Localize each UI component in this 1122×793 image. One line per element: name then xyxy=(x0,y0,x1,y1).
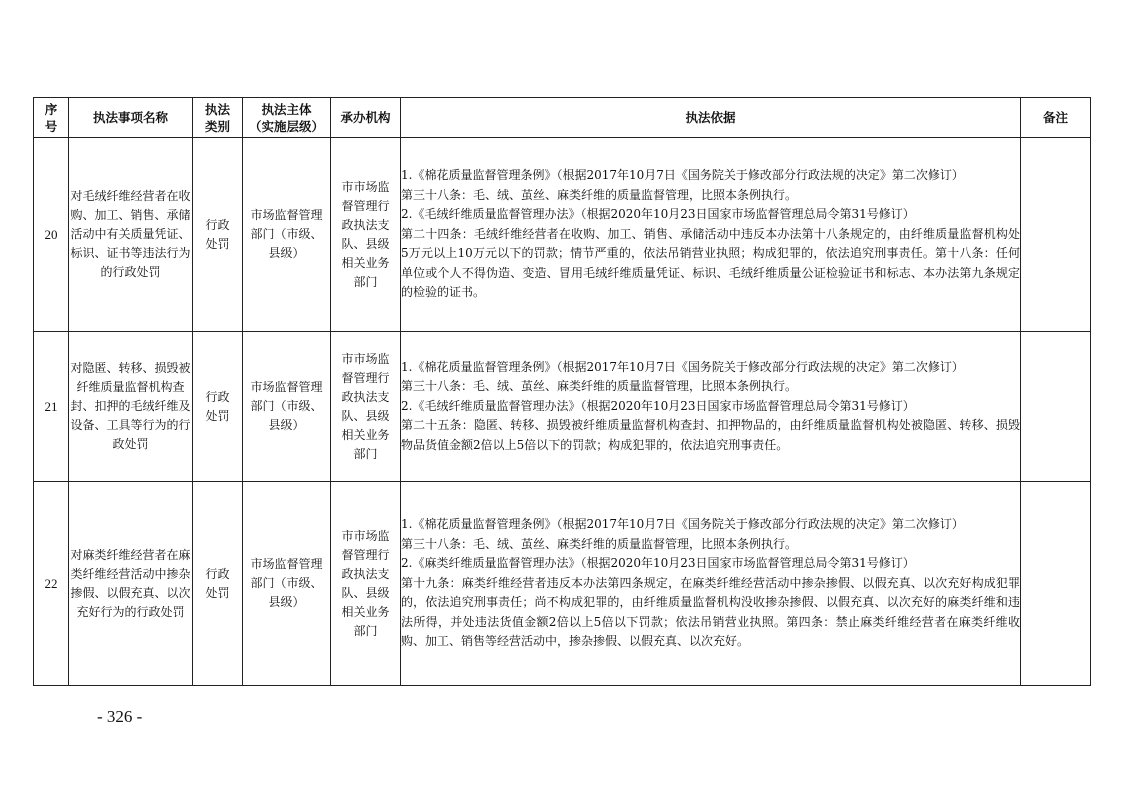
row-basis xyxy=(401,138,1021,332)
row-seq: 22 xyxy=(34,482,69,686)
basis-line: 第三十八条：毛、绒、茧丝、麻类纤维的质量监督管理，比照本条例执行。 xyxy=(401,379,798,394)
basis-line: 1.《棉花质量监督管理条例》（根据2017年10月7日《国务院关于修改部分行政法规的决定》第二次修订） xyxy=(401,168,964,183)
header-basis-text: 执法依据 xyxy=(685,110,736,125)
basis-line: 第三十八条：毛、绒、茧丝、麻类纤维的质量监督管理，比照本条例执行。 xyxy=(401,187,798,202)
row-remarks xyxy=(1021,482,1091,686)
table-row xyxy=(34,332,1091,482)
table-row xyxy=(34,138,1091,332)
law-enforcement-table xyxy=(33,97,1091,686)
row-basis xyxy=(401,332,1021,482)
row-seq: 20 xyxy=(34,138,69,332)
basis-line: 2.《毛绒纤维质量监督管理办法》（根据2020年10月23日国家市场监督管理总局令第31号修订） xyxy=(401,207,915,222)
row-agency xyxy=(331,138,401,332)
header-subject-text: 执法主体 （实施层级） xyxy=(248,101,324,134)
basis-line: 2.《毛绒纤维质量监督管理办法》（根据2020年10月23日国家市场监督管理总局令第31号修订） xyxy=(401,398,915,413)
row-basis xyxy=(401,482,1021,686)
basis-line: 第二十五条：隐匿、转移、损毁被纤维质量监督机构查封、扣押物品的，由纤维质量监督机构处被隐匿、转移、损毁物品货值金额2倍以上5倍以下的罚款；构成犯罪的，依法追究刑事责任。 xyxy=(401,418,1020,452)
header-seq-text: 序 号 xyxy=(44,101,58,134)
header-category xyxy=(193,98,243,138)
row-category xyxy=(193,138,243,332)
table-row xyxy=(34,482,1091,686)
row-remarks xyxy=(1021,332,1091,482)
row-subject xyxy=(243,482,331,686)
header-name-text: 执法事项名称 xyxy=(92,110,168,125)
header-name xyxy=(69,98,193,138)
row-category-text: 行政处罚 xyxy=(205,566,230,600)
row-subject-text: 市场监督管理部门（市级、县级） xyxy=(250,208,323,260)
row-agency-text: 市市场监督管理行政执法支队、县级相关业务部门 xyxy=(341,179,390,289)
row-remarks xyxy=(1021,138,1091,332)
table-header-row xyxy=(34,98,1091,138)
row-subject xyxy=(243,332,331,482)
row-category xyxy=(193,482,243,686)
basis-line: 第三十八条：毛、绒、茧丝、麻类纤维的质量监督管理，比照本条例执行。 xyxy=(401,536,798,551)
basis-line: 第十九条：麻类纤维经营者违反本办法第四条规定，在麻类纤维经营活动中掺杂掺假、以假充真、以次充好构成犯罪的，依法追究刑事责任；尚不构成犯罪的，由纤维质量监督机构没收掺杂掺假、以假充真、以次充好的麻类纤维和违法所得，并处违法货值金额2倍以上5倍以下罚款；依法吊销营业执照。第四条：禁止麻类纤维经营者在麻类纤维收购、加工、销售等经营活动中，掺杂掺假、以假充真、以次充好。 xyxy=(401,575,1020,649)
row-item-name: 对毛绒纤维经营者在收购、加工、销售、承储活动中有关质量凭证、标识、证书等违法行为的行政处罚 xyxy=(69,138,193,332)
row-agency-text: 市市场监督管理行政执法支队、县级相关业务部门 xyxy=(341,351,390,461)
basis-line: 2.《麻类纤维质量监督管理办法》（根据2020年10月23日国家市场监督管理总局令第31号修订） xyxy=(401,556,915,571)
header-agency xyxy=(331,98,401,138)
page-number: - 326 - xyxy=(97,707,143,726)
row-category-text: 行政处罚 xyxy=(205,389,230,423)
row-category-text: 行政处罚 xyxy=(205,217,230,251)
header-remarks-text: 备注 xyxy=(1042,110,1068,125)
row-item-name: 对隐匿、转移、损毁被纤维质量监督机构查封、扣押的毛绒纤维及设备、工具等行为的行政处罚 xyxy=(69,332,193,482)
row-category xyxy=(193,332,243,482)
basis-line: 第二十四条：毛绒纤维经营者在收购、加工、销售、承储活动中违反本办法第十八条规定的，由纤维质量监督机构处5万元以上10万元以下的罚款；情节严重的，依法吊销营业执照；构成犯罪的，依法追究刑事责任。第十八条：任何单位或个人不得伪造、变造、冒用毛绒纤维质量凭证、标识、毛绒纤维质量公证检验证书和标志、本办法第九条规定的检验的证书。 xyxy=(401,226,1020,300)
row-agency xyxy=(331,332,401,482)
header-basis xyxy=(401,98,1021,138)
header-subject xyxy=(243,98,331,138)
row-subject-text: 市场监督管理部门（市级、县级） xyxy=(250,380,323,432)
header-remarks xyxy=(1021,98,1091,138)
row-subject-text: 市场监督管理部门（市级、县级） xyxy=(250,557,323,609)
row-item-name: 对麻类纤维经营者在麻类纤维经营活动中掺杂掺假、以假充真、以次充好行为的行政处罚 xyxy=(69,482,193,686)
row-subject xyxy=(243,138,331,332)
header-seq xyxy=(34,98,69,138)
header-agency-text: 承办机构 xyxy=(340,110,391,125)
row-agency-text: 市市场监督管理行政执法支队、县级相关业务部门 xyxy=(341,528,390,638)
row-seq: 21 xyxy=(34,332,69,482)
row-agency xyxy=(331,482,401,686)
basis-line: 1.《棉花质量监督管理条例》（根据2017年10月7日《国务院关于修改部分行政法规的决定》第二次修订） xyxy=(401,359,964,374)
header-category-text: 执法 类别 xyxy=(204,101,230,134)
basis-line: 1.《棉花质量监督管理条例》（根据2017年10月7日《国务院关于修改部分行政法规的决定》第二次修订） xyxy=(401,517,964,532)
